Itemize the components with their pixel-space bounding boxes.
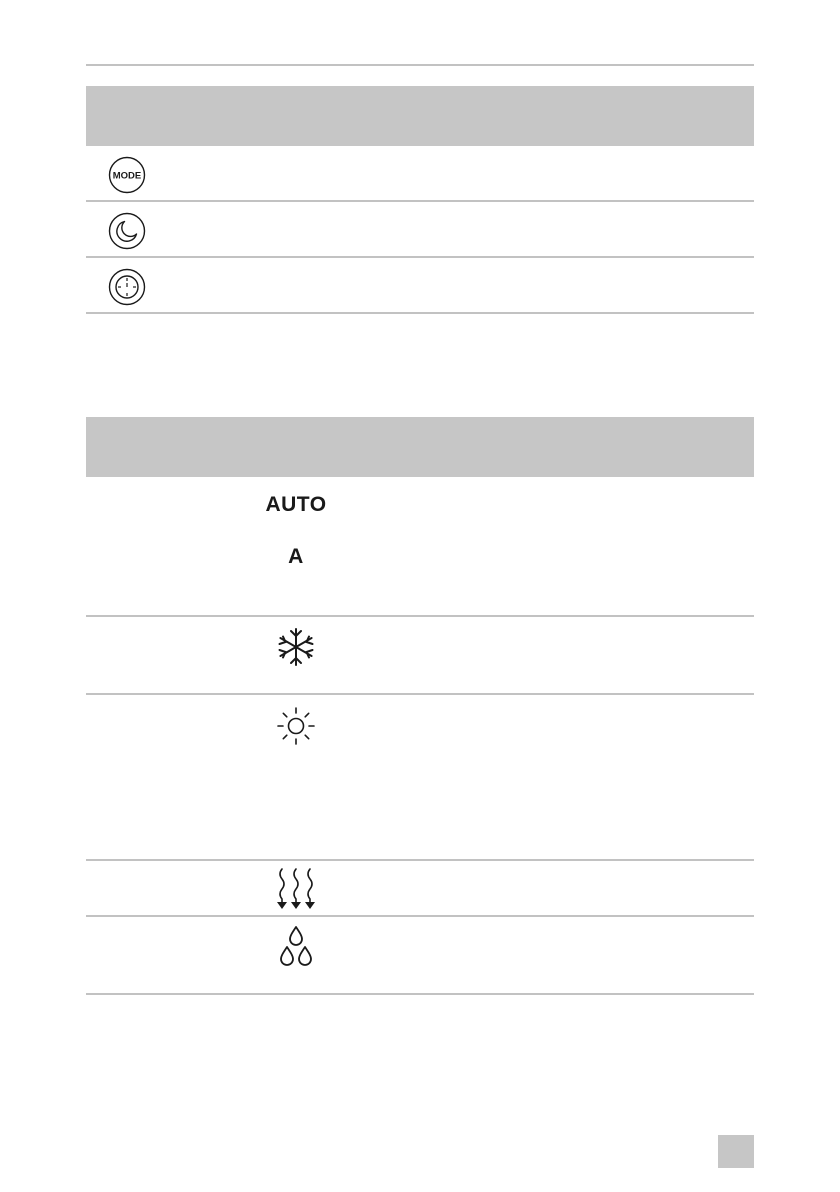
table-row xyxy=(86,146,754,202)
water-drops-icon xyxy=(258,925,334,969)
auto-mode-short-symbol: A xyxy=(288,545,304,568)
sleep-moon-button-icon xyxy=(108,212,146,250)
mode-button-label: MODE xyxy=(112,170,142,182)
table-row xyxy=(86,477,754,617)
modes-table xyxy=(86,417,754,995)
heat-wave-arrows-icon xyxy=(258,867,334,911)
top-rule xyxy=(86,64,754,66)
buttons-table-header xyxy=(86,86,754,146)
buttons-table xyxy=(86,86,754,314)
modes-table-header xyxy=(86,417,754,477)
table-row xyxy=(86,617,754,695)
table-row xyxy=(86,695,754,861)
snowflake-icon xyxy=(258,627,334,667)
table-row xyxy=(86,861,754,917)
page-number-tab xyxy=(718,1135,754,1168)
sun-icon xyxy=(258,706,334,746)
table-row xyxy=(86,202,754,258)
mode-button-icon xyxy=(108,156,146,194)
table-row xyxy=(86,258,754,314)
table-row xyxy=(86,917,754,995)
auto-mode-symbol: AUTO xyxy=(265,493,327,516)
timer-clock-button-icon xyxy=(108,268,146,306)
